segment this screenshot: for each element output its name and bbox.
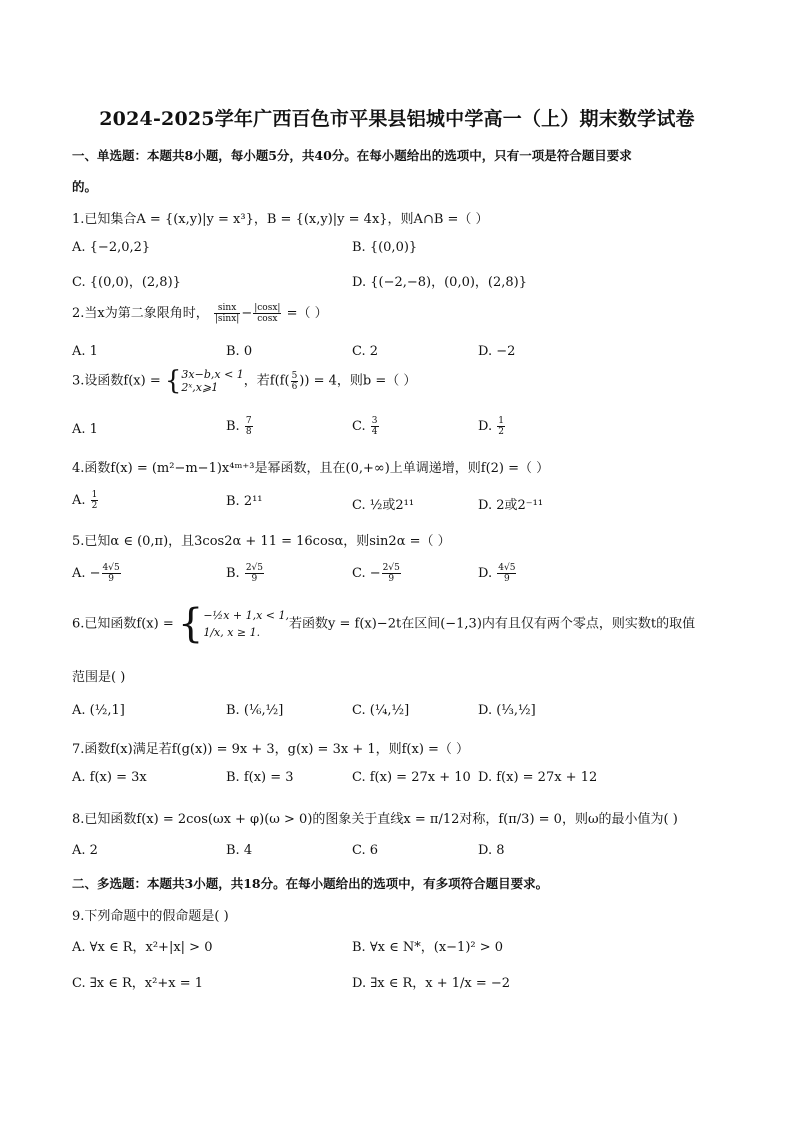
question-3-option-b-label: B. [226,419,240,434]
question-5-option-b-den: 9 [251,574,258,584]
question-6-case-1: −½x + 1,x < 1, [203,609,290,622]
question-4-option-a-num: 1 [91,490,98,500]
question-5-stem: 5.已知α ∈ (0,π)，且3cos2α + 11 = 16cosα，则sin2α =（ ） [72,534,451,549]
question-3-cases [181,368,243,394]
question-5-option-c-den: 9 [388,574,395,584]
question-3-option-d-den: 2 [498,427,504,437]
question-6-option-a: A. (½,1] [72,703,125,718]
question-5-option-a-den: 9 [108,574,114,584]
question-4-option-a-label: A. [72,493,86,508]
question-8-option-c: C. 6 [352,843,379,858]
question-6-stem-cont: 范围是( ) [72,670,126,685]
question-2-fraction-1-num: sinx [214,303,240,314]
question-2-fraction-1-den: |sinx| [214,314,240,324]
question-5-option-c [352,563,402,584]
question-3-fraction-den: 6 [291,381,298,392]
question-1-option-d: D. {(−2,−8)，(0,0)，(2,8)} [352,275,528,290]
question-2-minus: − [241,306,253,321]
question-7-option-d: D. f(x) = 27x + 12 [478,770,598,785]
question-3-option-c-num: 3 [371,416,378,426]
question-4-stem: 4.函数f(x) = (m²−m−1)x⁴ᵐ⁺³是幂函数，且在(0,+∞)上单调递增，则f(2) =（ ） [72,461,550,476]
question-1-option-b: B. {(0,0)} [352,240,418,255]
question-7-stem: 7.函数f(x)满足若f(g(x)) = 9x + 3，g(x) = 3x + 1，则f(x) =（ ） [72,742,470,757]
question-9-option-d: D. ∃x ∈ R，x + 1/x = −2 [352,976,511,991]
question-3-option-b-fraction [245,416,253,437]
question-3-fraction [291,371,299,392]
question-3-fraction-num: 5 [291,370,298,381]
question-6-stem-suffix: 若函数y = f(x)−2t在区间(−1,3)内有且仅有两个零点，则实数t的取值 [289,616,696,632]
question-5-option-c-label: C. − [352,566,381,581]
question-5-option-d-fraction [497,563,516,584]
question-3-option-a: A. 1 [72,422,98,437]
question-9-stem: 9.下列命题中的假命题是( ) [72,909,229,924]
question-8-option-d: D. 8 [478,843,505,858]
question-6-option-d: D. (⅓,½] [478,703,536,718]
question-5-option-b-num: 2√5 [245,563,264,573]
question-3-option-d-label: D. [478,419,493,434]
question-2-fraction-1 [214,303,240,324]
question-6-cases [203,607,289,641]
question-1-option-c: C. {(0,0)，(2,8)} [72,275,181,290]
question-2-fraction-2-num: |cosx| [254,303,281,313]
question-6-stem [72,601,696,647]
question-5-option-a-label: A. − [72,566,101,581]
question-4-option-a-fraction [91,490,99,511]
question-3-option-b-den: 8 [245,427,252,437]
question-9-option-a: A. ∀x ∈ R，x²+|x| > 0 [72,940,213,955]
question-5-option-d-label: D. [478,566,493,581]
page-title: 2024-2025学年广西百色市平果县铝城中学高一（上）期末数学试卷 [99,108,695,130]
question-6-stem-prefix: 6.已知函数f(x) = [72,616,174,632]
question-3-option-c-fraction [371,416,379,437]
question-6-case-2: 1/x, x ≥ 1. [203,626,261,639]
question-2-fraction-2-den: cosx [257,314,278,324]
question-5-option-b-fraction [245,563,264,584]
question-2-option-d: D. −2 [478,344,516,359]
question-2-option-a: A. 1 [72,344,98,359]
question-5-option-d-den: 9 [503,574,510,584]
left-brace-icon: { [177,601,204,647]
question-2-option-c: C. 2 [352,344,379,359]
question-1-option-a: A. {−2,0,2} [72,240,151,255]
question-4-option-d: D. 2或2⁻¹¹ [478,498,544,513]
question-6-option-c: C. (¼,½] [352,703,410,718]
question-5-option-a [72,563,122,584]
question-5-option-c-fraction [382,563,401,584]
question-2-stem-prefix: 2.当x为第二象限角时， [72,306,209,321]
question-5-option-d-num: 4√5 [498,563,516,573]
question-3-option-b-num: 7 [245,416,252,426]
question-5-option-b [226,563,265,584]
question-4-option-b: B. 2¹¹ [226,494,263,509]
question-3-option-b [226,416,254,437]
question-4-option-a [72,490,99,511]
section-1-heading: 一、单选题：本题共8小题，每小题5分，共40分。在每小题给出的选项中，只有一项是符合题目要求 [72,148,632,163]
question-5-option-b-label: B. [226,566,240,581]
question-2-stem-suffix: =（ ） [286,306,328,321]
question-5-option-a-fraction [102,563,121,584]
question-5-option-c-num: 2√5 [382,563,400,573]
question-3-stem-mid: ，若f(f( [243,373,290,389]
question-2-stem [72,302,328,324]
question-3-case-2: 2ˣ,x⩾1 [181,381,219,394]
question-9-option-b: B. ∀x ∈ N*，(x−1)² > 0 [352,940,504,955]
question-3-option-d-fraction [497,416,505,437]
question-6-option-b: B. (⅙,½] [226,703,284,718]
question-4-option-c: C. ½或2¹¹ [352,498,415,513]
question-3-case-1: 3x−b,x < 1 [181,368,244,381]
question-3-option-c-den: 4 [371,427,378,437]
question-1-stem: 1.已知集合A = {(x,y)|y = x³}，B = {(x,y)|y = 4x}，则A∩B =（ ） [72,212,489,227]
question-5-option-a-num: 4√5 [102,563,120,573]
question-2-fraction-2 [253,303,281,324]
question-7-option-c: C. f(x) = 27x + 10 [352,770,471,785]
question-3-option-c-label: C. [352,419,366,434]
section-1-heading-cont: 的。 [72,179,98,194]
question-8-option-b: B. 4 [226,843,253,858]
question-3-option-d [478,416,506,437]
question-7-option-b: B. f(x) = 3 [226,770,294,785]
question-7-option-a: A. f(x) = 3x [72,770,147,785]
question-3-option-c [352,416,380,437]
question-3-stem-prefix: 3.设函数f(x) = [72,373,161,389]
question-8-stem: 8.已知函数f(x) = 2cos(ωx + φ)(ω > 0)的图象关于直线x = π/12对称，f(π/3) = 0，则ω的最小值为( ) [72,812,678,827]
question-3-stem-suffix: )) = 4，则b =（ ） [299,373,417,389]
question-4-option-a-den: 2 [91,501,98,511]
question-9-option-c: C. ∃x ∈ R，x²+x = 1 [72,976,204,991]
question-2-option-b: B. 0 [226,344,253,359]
question-3-stem [72,368,416,394]
question-8-option-a: A. 2 [72,843,98,858]
section-2-heading: 二、多选题：本题共3小题，共18分。在每小题给出的选项中，有多项符合题目要求。 [72,876,549,891]
question-3-option-d-num: 1 [498,416,504,426]
left-brace-icon: { [164,366,182,396]
question-5-option-d [478,563,517,584]
